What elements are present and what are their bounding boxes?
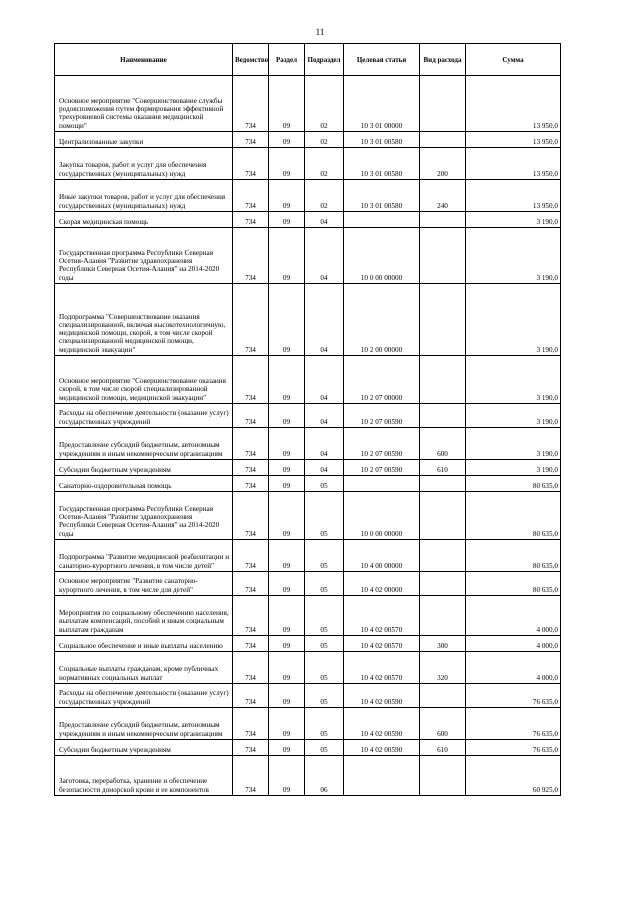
cell-sum: 80 635,0 (466, 540, 561, 572)
cell-subsection: 05 (305, 684, 344, 708)
cell-dept: 734 (233, 132, 269, 148)
cell-type (420, 404, 466, 428)
header-dept: Ведомство (233, 44, 269, 76)
cell-section: 09 (269, 428, 305, 460)
cell-type (420, 572, 466, 596)
cell-section: 09 (269, 636, 305, 652)
cell-name: Субсидии бюджетным учреждениям (55, 740, 233, 756)
cell-subsection: 04 (305, 404, 344, 428)
cell-target: 10 2 07 00590 (344, 404, 420, 428)
table-row (55, 708, 561, 740)
cell-subsection: 02 (305, 180, 344, 212)
header-subsection: Подраздел (305, 44, 344, 76)
cell-subsection: 05 (305, 572, 344, 596)
cell-type (420, 132, 466, 148)
cell-section: 09 (269, 492, 305, 540)
cell-sum: 3 190,0 (466, 356, 561, 404)
table-row (55, 148, 561, 180)
cell-sum: 13 950,0 (466, 148, 561, 180)
cell-name: Государственная программа Республики Северная Осетия-Алания "Развитие здравоохранения Республики Северная Осетия-Алания" на 2014-2020 годы (55, 228, 233, 284)
table-row (55, 356, 561, 404)
cell-sum: 13 950,0 (466, 132, 561, 148)
cell-type (420, 476, 466, 492)
cell-subsection: 05 (305, 476, 344, 492)
cell-dept: 734 (233, 540, 269, 572)
table-row (55, 572, 561, 596)
cell-dept: 734 (233, 572, 269, 596)
cell-section: 09 (269, 460, 305, 476)
cell-type (420, 356, 466, 404)
table-row (55, 404, 561, 428)
cell-subsection: 05 (305, 596, 344, 636)
table-row (55, 756, 561, 796)
cell-type: 610 (420, 460, 466, 476)
cell-section: 09 (269, 684, 305, 708)
cell-sum: 3 190,0 (466, 460, 561, 476)
header-section: Раздел (269, 44, 305, 76)
cell-type (420, 212, 466, 228)
cell-dept: 734 (233, 76, 269, 132)
cell-name: Основное мероприятие "Совершенствование оказания скорой, в том числе скорой специализированной медицинской помощи, медицинской эвакуации" (55, 356, 233, 404)
header-name: Наименование (55, 44, 233, 76)
cell-target: 10 2 07 00590 (344, 428, 420, 460)
cell-section: 09 (269, 540, 305, 572)
cell-dept: 734 (233, 708, 269, 740)
cell-target (344, 756, 420, 796)
cell-name: Предоставление субсидий бюджетным, автономным учреждениям и иным некоммерческим организациям (55, 428, 233, 460)
cell-sum: 80 635,0 (466, 476, 561, 492)
cell-subsection: 05 (305, 708, 344, 740)
cell-sum: 13 950,0 (466, 180, 561, 212)
cell-type: 610 (420, 740, 466, 756)
table-row (55, 492, 561, 540)
cell-type: 240 (420, 180, 466, 212)
cell-target (344, 476, 420, 492)
cell-name: Санаторно-оздоровительная помощь (55, 476, 233, 492)
cell-section: 09 (269, 132, 305, 148)
cell-subsection: 05 (305, 492, 344, 540)
cell-target: 10 3 01 00000 (344, 76, 420, 132)
cell-name: Субсидии бюджетным учреждениям (55, 460, 233, 476)
cell-target: 10 4 00 00000 (344, 540, 420, 572)
cell-section: 09 (269, 708, 305, 740)
cell-type (420, 284, 466, 356)
cell-sum: 3 190,0 (466, 284, 561, 356)
cell-name: Расходы на обеспечение деятельности (оказание услуг) государственных учреждений (55, 684, 233, 708)
cell-section: 09 (269, 596, 305, 636)
cell-name: Расходы на обеспечение деятельности (оказание услуг) государственных учреждений (55, 404, 233, 428)
cell-dept: 734 (233, 756, 269, 796)
table-row (55, 460, 561, 476)
cell-dept: 734 (233, 596, 269, 636)
cell-sum: 3 190,0 (466, 212, 561, 228)
cell-dept: 734 (233, 284, 269, 356)
cell-subsection: 05 (305, 652, 344, 684)
cell-name: Подпрограмма "Совершенствование оказания специализированной, включая высокотехнологичную, медицинской помощи, скорой, в том числе скорой специализированной медицинской помощи, медицинской эвакуации" (55, 284, 233, 356)
budget-table (54, 43, 561, 796)
cell-sum: 76 635,0 (466, 740, 561, 756)
header-row (55, 44, 561, 76)
cell-section: 09 (269, 76, 305, 132)
cell-target: 10 0 00 00000 (344, 492, 420, 540)
table-row (55, 740, 561, 756)
cell-sum: 80 635,0 (466, 572, 561, 596)
cell-subsection: 05 (305, 540, 344, 572)
cell-section: 09 (269, 228, 305, 284)
header-sum: Сумма (466, 44, 561, 76)
cell-dept: 734 (233, 492, 269, 540)
cell-subsection: 04 (305, 428, 344, 460)
table-row (55, 180, 561, 212)
cell-subsection: 05 (305, 636, 344, 652)
table-row (55, 652, 561, 684)
cell-target: 10 0 00 00000 (344, 228, 420, 284)
cell-sum: 60 925,0 (466, 756, 561, 796)
cell-subsection: 06 (305, 756, 344, 796)
cell-section: 09 (269, 212, 305, 228)
header-type: Вид расхода (420, 44, 466, 76)
cell-sum: 4 000,0 (466, 636, 561, 652)
cell-subsection: 05 (305, 740, 344, 756)
cell-target: 10 4 02 00570 (344, 652, 420, 684)
cell-name: Мероприятия по социальному обеспечению населения, выплатам компенсаций, пособий и иным социальным выплатам гражданам (55, 596, 233, 636)
cell-name: Иные закупки товаров, работ и услуг для обеспечения государственных (муниципальных) нужд (55, 180, 233, 212)
cell-type (420, 596, 466, 636)
cell-subsection: 04 (305, 284, 344, 356)
cell-section: 09 (269, 284, 305, 356)
cell-target: 10 4 02 00590 (344, 684, 420, 708)
cell-type (420, 492, 466, 540)
cell-dept: 734 (233, 212, 269, 228)
cell-type: 600 (420, 708, 466, 740)
cell-name: Централизованные закупки (55, 132, 233, 148)
cell-section: 09 (269, 476, 305, 492)
header-target: Целевая статья (344, 44, 420, 76)
page-number: 11 (315, 27, 325, 37)
cell-target: 10 2 07 00590 (344, 460, 420, 476)
cell-target (344, 212, 420, 228)
cell-subsection: 04 (305, 356, 344, 404)
cell-section: 09 (269, 572, 305, 596)
cell-dept: 734 (233, 636, 269, 652)
cell-target: 10 2 00 00000 (344, 284, 420, 356)
cell-sum: 4 000,0 (466, 652, 561, 684)
cell-type: 320 (420, 652, 466, 684)
cell-type (420, 684, 466, 708)
cell-subsection: 02 (305, 132, 344, 148)
cell-dept: 734 (233, 356, 269, 404)
cell-target: 10 3 01 00580 (344, 148, 420, 180)
cell-name: Государственная программа Республики Северная Осетия-Алания "Развитие здравоохранения Республики Северная Осетия-Алания" на 2014-2020 годы (55, 492, 233, 540)
cell-dept: 734 (233, 684, 269, 708)
cell-name: Заготовка, переработка, хранение и обеспечение безопасности донорской крови и ее компонентов (55, 756, 233, 796)
cell-dept: 734 (233, 148, 269, 180)
cell-target: 10 4 02 00570 (344, 596, 420, 636)
cell-dept: 734 (233, 428, 269, 460)
cell-section: 09 (269, 148, 305, 180)
table-row (55, 636, 561, 652)
cell-subsection: 02 (305, 76, 344, 132)
table-row (55, 684, 561, 708)
table-row (55, 228, 561, 284)
cell-name: Социальное обеспечение и иные выплаты населению (55, 636, 233, 652)
table-body (55, 76, 561, 796)
cell-section: 09 (269, 404, 305, 428)
cell-type: 200 (420, 148, 466, 180)
cell-sum: 3 190,0 (466, 404, 561, 428)
cell-sum: 13 950,0 (466, 76, 561, 132)
cell-sum: 3 190,0 (466, 228, 561, 284)
table-row (55, 132, 561, 148)
cell-name: Основное мероприятие "Совершенствование службы родовспоможения путем формирования эффективной трехуровневой системы оказания медицинской помощи" (55, 76, 233, 132)
cell-dept: 734 (233, 228, 269, 284)
cell-name: Основное мероприятие "Развитие санаторно-курортного лечения, в том числе для детей" (55, 572, 233, 596)
cell-target: 10 4 02 00000 (344, 572, 420, 596)
cell-name: Подпрограмма "Развитие медицинской реабилитации и санаторно-курортного лечения, в том числе детей" (55, 540, 233, 572)
cell-target: 10 4 02 00590 (344, 708, 420, 740)
table-row (55, 428, 561, 460)
cell-target: 10 4 02 00570 (344, 636, 420, 652)
cell-target: 10 2 07 00000 (344, 356, 420, 404)
cell-type (420, 756, 466, 796)
cell-type (420, 228, 466, 284)
cell-sum: 76 635,0 (466, 708, 561, 740)
cell-section: 09 (269, 740, 305, 756)
cell-dept: 734 (233, 652, 269, 684)
cell-sum: 3 190,0 (466, 428, 561, 460)
cell-name: Скорая медицинская помощь (55, 212, 233, 228)
cell-type (420, 76, 466, 132)
cell-section: 09 (269, 756, 305, 796)
cell-sum: 76 635,0 (466, 684, 561, 708)
cell-target: 10 4 02 00590 (344, 740, 420, 756)
cell-target: 10 3 01 00580 (344, 132, 420, 148)
table-row (55, 76, 561, 132)
cell-section: 09 (269, 180, 305, 212)
cell-type (420, 540, 466, 572)
cell-sum: 80 635,0 (466, 492, 561, 540)
table-row (55, 540, 561, 572)
cell-type: 600 (420, 428, 466, 460)
cell-name: Предоставление субсидий бюджетным, автономным учреждениям и иным некоммерческим организациям (55, 708, 233, 740)
cell-dept: 734 (233, 476, 269, 492)
cell-subsection: 04 (305, 460, 344, 476)
table-row (55, 476, 561, 492)
cell-dept: 734 (233, 180, 269, 212)
cell-dept: 734 (233, 460, 269, 476)
cell-section: 09 (269, 356, 305, 404)
cell-target: 10 3 01 00580 (344, 180, 420, 212)
table-row (55, 212, 561, 228)
cell-section: 09 (269, 652, 305, 684)
cell-subsection: 04 (305, 212, 344, 228)
cell-dept: 734 (233, 740, 269, 756)
table-row (55, 284, 561, 356)
cell-name: Социальные выплаты гражданам, кроме публичных нормативных социальных выплат (55, 652, 233, 684)
cell-sum: 4 000,0 (466, 596, 561, 636)
cell-subsection: 02 (305, 148, 344, 180)
cell-type: 300 (420, 636, 466, 652)
cell-dept: 734 (233, 404, 269, 428)
table-row (55, 596, 561, 636)
cell-name: Закупка товаров, работ и услуг для обеспечения государственных (муниципальных) нужд (55, 148, 233, 180)
cell-subsection: 04 (305, 228, 344, 284)
